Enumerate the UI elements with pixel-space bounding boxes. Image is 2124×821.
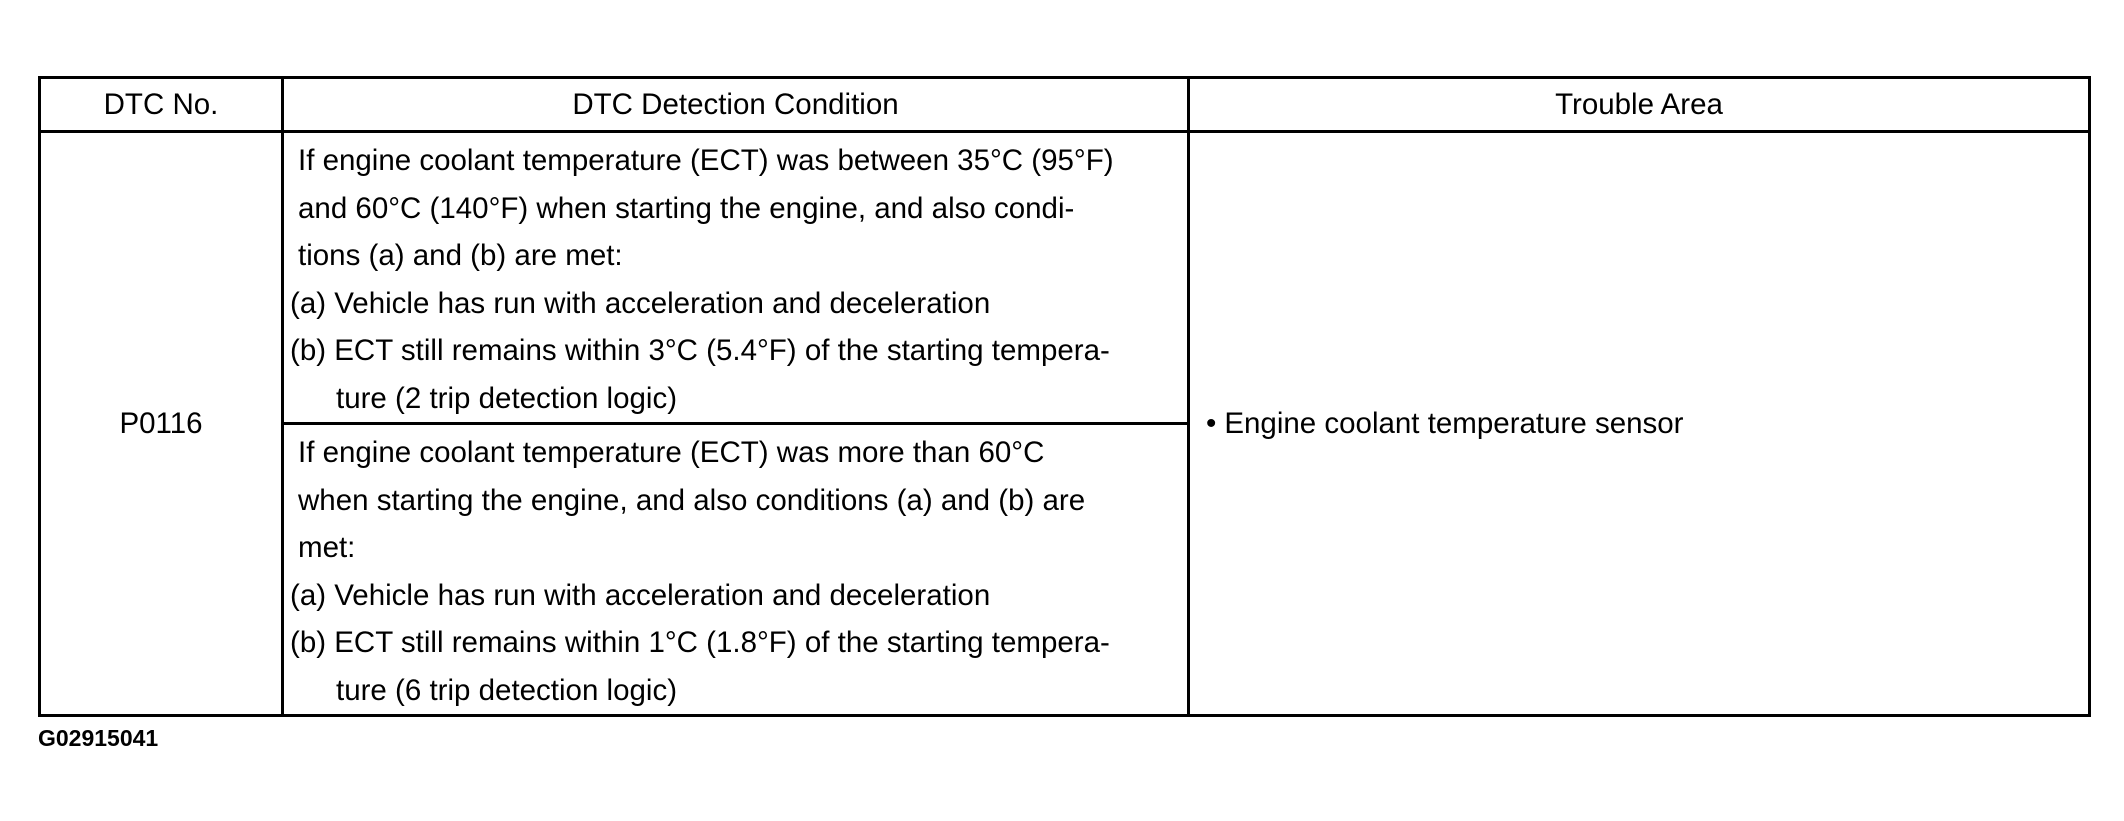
condition-1-item-a-line: (a) Vehicle has run with acceleration and deceleration (290, 286, 991, 320)
condition-2-item-a (284, 572, 1187, 620)
condition-cell-2 (283, 424, 1189, 716)
trouble-area-cell (1189, 132, 2090, 716)
condition-2-item-b-line: (b) ECT still remains within 1°C (1.8°F) of the starting tempera- (290, 626, 1110, 659)
table-row (40, 132, 2090, 424)
header-detection-condition: DTC Detection Condition (283, 78, 1189, 132)
header-trouble-area: Trouble Area (1189, 78, 2090, 132)
condition-1-intro-line: tions (a) and (b) are met: (298, 239, 623, 272)
figure-code: G02915041 (38, 725, 159, 751)
condition-1-item-b-line: (b) ECT still remains within 3°C (5.4°F) of the starting tempera- (290, 334, 1110, 367)
condition-2-item-b (284, 619, 1187, 714)
bullet-icon: • (1206, 406, 1217, 440)
condition-1-intro-line: and 60°C (140°F) when starting the engine, and also condi- (298, 191, 1075, 225)
condition-2-intro-line: when starting the engine, and also conditions (a) and (b) are (298, 483, 1086, 517)
condition-1-item-a (284, 280, 1187, 328)
condition-1-item-b-line: ture (2 trip detection logic) (336, 381, 678, 415)
condition-1-intro-line: If engine coolant temperature (ECT) was between 35°C (95°F) (298, 144, 1114, 177)
condition-1-item-b (284, 327, 1187, 422)
condition-2-item-b-line: ture (6 trip detection logic) (336, 673, 678, 707)
dtc-table (38, 76, 2091, 717)
header-dtc-no: DTC No. (40, 78, 283, 132)
condition-2-item-a-line: (a) Vehicle has run with acceleration and deceleration (290, 578, 991, 612)
dtc-code-cell: P0116 (40, 132, 283, 716)
trouble-area-text: Engine coolant temperature sensor (1224, 406, 1684, 440)
condition-2-intro-line: met: (298, 531, 356, 564)
table-header-row (40, 78, 2090, 132)
condition-cell-1 (283, 132, 1189, 424)
condition-2-intro-line: If engine coolant temperature (ECT) was more than 60°C (298, 436, 1045, 469)
